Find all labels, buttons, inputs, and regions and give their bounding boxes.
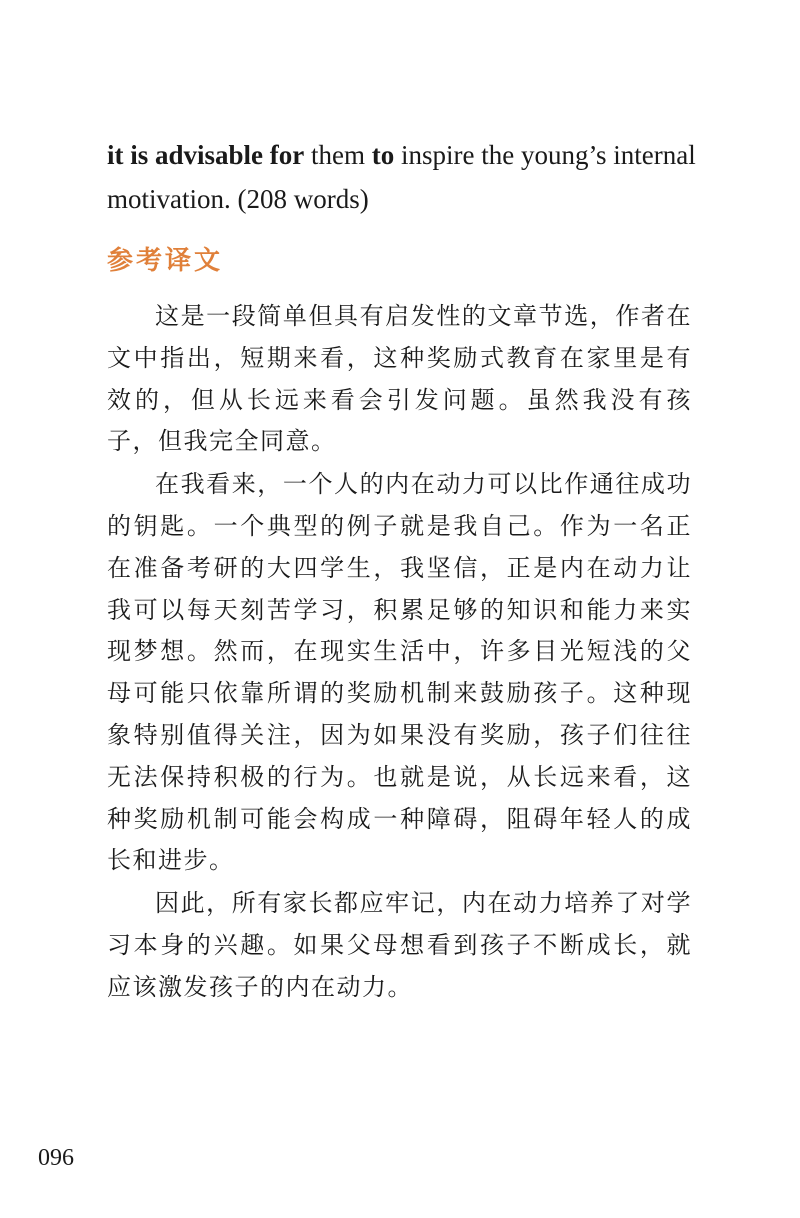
bold-phrase: it is advisable for	[107, 140, 305, 170]
english-passage-end	[107, 133, 697, 221]
bold-phrase: to	[371, 140, 395, 170]
paragraph: 在我看来，一个人的内在动力可以比作通往成功的钥匙。一个典型的例子就是我自己。作为一名正在准备考研的大四学生，我坚信，正是内在动力让我可以每天刻苦学习，积累足够的知识和能力来实现梦想。然而，在现实生活中，许多目光短浅的父母可能只依靠所谓的奖励机制来鼓励孩子。这种现象特别值得关注，因为如果没有奖励，孩子们往往无法保持积极的行为。也就是说，从长远来看，这种奖励机制可能会构成一种障碍，阻碍年轻人的成长和进步。	[107, 470, 692, 875]
plain-text: them	[304, 140, 372, 170]
page-number: 096	[38, 1145, 74, 1171]
plain-text: inspire the young’s internal motivation. (208 words)	[107, 140, 696, 214]
section-heading: 参考译文	[107, 246, 224, 276]
paragraph: 因此，所有家长都应牢记，内在动力培养了对学习本身的兴趣。如果父母想看到孩子不断成长，就应该激发孩子的内在动力。	[107, 889, 692, 1001]
paragraph: 这是一段简单但具有启发性的文章节选，作者在文中指出，短期来看，这种奖励式教育在家里是有效的，但从长远来看会引发问题。虽然我没有孩子，但我完全同意。	[107, 302, 692, 456]
translation-body	[107, 296, 692, 1010]
